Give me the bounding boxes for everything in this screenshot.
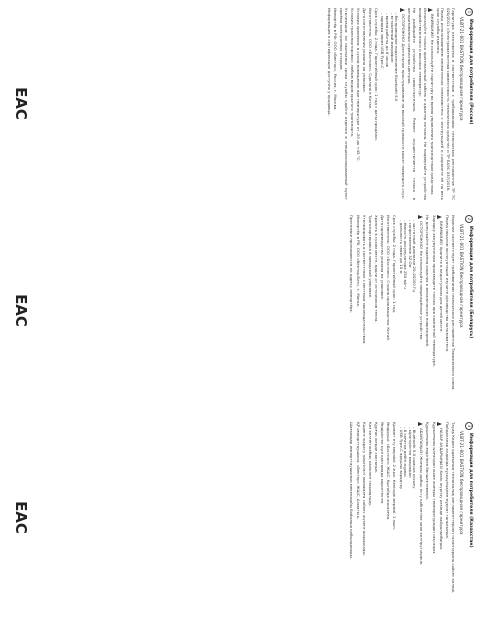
warning-text: ОСТОРОЖНО! Не используйте повреждённое устройство. — [419, 221, 425, 341]
column-title: Информация для потребителя (Казахстан) — [468, 433, 473, 548]
warning-text: НАЗАР АУДАРЫҢЫЗ! Көлік жүргізу кезінде пайдаланбаңыз. — [438, 428, 444, 551]
list-item: - встроенный микрофон — [389, 13, 395, 63]
column-header — [459, 422, 473, 612]
eac-mark: EAC — [12, 87, 30, 120]
warning-block — [437, 215, 443, 407]
model-line: VLBT-21-001 BASTION беспроводная гарнитура — [459, 224, 464, 328]
eac-mark: EAC — [12, 294, 30, 327]
list-item: - кіріктірілген микрофон — [407, 427, 413, 478]
column-header — [459, 215, 473, 405]
list-item: - зарядка через USB Type-C — [380, 13, 386, 69]
list-item: - дальность связи до 10 м — [398, 220, 404, 274]
warning-block — [428, 8, 434, 200]
info-paragraph: Өндірілген күні қаптамада көрсетілген. — [380, 422, 386, 505]
info-paragraph: Транспортировка в заводской упаковке. — [367, 215, 373, 299]
info-paragraph: ҚР импорттаушысы: «Вектор» ЖШС, Алматы қ. — [355, 422, 361, 520]
info-paragraph: Құрылғыны ылғалдан және жоғары температурадан сақтаңыз. — [431, 422, 437, 555]
warning-block — [418, 422, 424, 614]
section-number-badge: 3 — [465, 422, 473, 430]
warning-text: ВНИМАНИЕ! Храните в недоступном для детей месте. — [438, 221, 444, 333]
warning-block — [418, 215, 424, 407]
column-body — [347, 422, 455, 614]
info-paragraph: Изготовитель: ООО «Бастион». Страна производства: Китай. — [386, 215, 392, 342]
warning-block — [437, 422, 443, 614]
list-item: - ёмкость аккумулятора 250 мА·ч — [403, 220, 409, 289]
info-paragraph: Кәдеге жарату жергілікті заңнамаға сәйкес жүзеге асырылады. — [361, 422, 367, 556]
warning-text: ОСТОРОЖНО! Длительное прослушивание на высокой громкости может повредить слух. — [401, 14, 407, 199]
info-paragraph: Шағымдар импорттаушының мекенжайы бойынша қабылданады. — [349, 422, 355, 559]
info-paragraph: Дата изготовления указана на упаковке. — [362, 8, 367, 93]
info-paragraph: Утилизация: по окончании срока службы сдайте изделие в специализированный пункт приёма электронных отходов. — [339, 8, 349, 200]
info-column — [0, 0, 481, 207]
eac-mark: EAC — [12, 501, 30, 534]
column-body — [347, 215, 455, 407]
info-column — [0, 207, 481, 414]
warning-triangle-icon — [400, 8, 405, 12]
warning-text: АБАЙЛАҢЫЗ! Жоғары дыбыс есту қабілетіне зиян келтіруі мүмкін. — [419, 428, 425, 566]
info-paragraph: Хранить в сухом месте, вдали от источников тепла. — [374, 215, 380, 323]
list-item: - Bluetooth 5.0 сымсыз қосылу — [412, 427, 418, 489]
list-item: - частотный диапазон 20–20000 Гц — [412, 220, 418, 293]
info-paragraph: Құрылғыны өздігінен бөлшектемеңіз. — [425, 422, 431, 500]
feature-list — [398, 220, 416, 407]
warning-triangle-icon — [418, 215, 423, 219]
feature-list — [398, 427, 416, 614]
info-paragraph: Дата производства указана на упаковке. — [380, 215, 386, 301]
info-paragraph: Не допускайте падения изделия и механических повреждений. — [425, 215, 431, 348]
info-paragraph: Қызмет ету мерзімі: 2 жыл. Кепілдік мерзімі: 1 жыл. — [392, 422, 398, 530]
info-paragraph: Перед использованием внимательно ознакомьтесь с инструкцией и сохраните её на весь срок службы изделия. — [435, 8, 446, 200]
info-paragraph: Условия транспортировки: любым видом крытого транспорта. — [349, 8, 355, 138]
info-paragraph: Гарнитура изготовлена в соответствии с требованиями технических регламентов ТР ТС 020/2011 «Электромагнитная совместимость технических средств» и ТР ЕАЭС 037/2016. — [446, 8, 456, 200]
info-paragraph: Изготовитель: ООО «Бастион». Сделано в Китае. — [368, 8, 374, 110]
info-paragraph: Утилизировать в соответствии с местным законодательством. — [361, 215, 367, 345]
info-paragraph: Құрғақ жерде сақтаңыз. — [374, 422, 380, 473]
info-paragraph: Срок службы: 2 года. Гарантийный срок: 1 год с даты продажи. — [374, 8, 380, 141]
warning-triangle-icon — [437, 215, 442, 219]
column-body — [325, 8, 455, 200]
warning-block — [400, 8, 406, 200]
info-paragraph: Пайдаланар алдында нұсқаулықпен мұқият танысыңыз. — [444, 422, 450, 539]
info-paragraph: Не разбирайте устройство самостоятельно. Ремонт осуществляется только в авторизованных сервисных центрах. — [407, 8, 417, 200]
info-paragraph: Используйте только оригинальный кабель и адаптер питания. Не подвергайте устройство воздействию влаги и высоких температур. — [417, 8, 428, 200]
list-item: - 8 сағатқа дейін жұмыс — [403, 427, 409, 478]
info-paragraph: Өндіруші: «Бастион» ЖШС. Қытайда жасалған. — [386, 422, 392, 521]
info-paragraph: Кез келген жабық көлікпен тасымалдау. — [367, 422, 373, 507]
info-paragraph: Тауар Кеден одағының техникалық регламенттерінің талаптарына сәйкес келеді. — [451, 422, 456, 594]
info-paragraph: Претензии принимаются по адресу импортёра. — [349, 215, 355, 313]
info-paragraph: Импортёр в РФ: ООО «Вектор», Россия, г. Москва. — [332, 8, 338, 111]
feature-list — [380, 13, 398, 200]
model-line: VLBT-21-001 BASTION беспроводная гарнитура — [459, 17, 464, 121]
list-item: - беспроводное подключение Bluetooth 5.0 — [394, 13, 400, 102]
warning-triangle-icon — [428, 8, 433, 12]
column-title: Информация для потребителя (Беларусь) — [468, 226, 473, 339]
info-paragraph: Условия хранения: в сухом помещении при температуре от -20 до +45 °C. — [355, 8, 361, 162]
warning-triangle-icon — [437, 422, 442, 426]
info-paragraph: Срок службы: 2 года. Гарантийный срок: 1 год. — [392, 215, 398, 314]
info-paragraph: Перед началом эксплуатации изучите руководство пользователя. — [444, 215, 450, 353]
section-number-badge: 2 — [465, 215, 473, 223]
info-paragraph: Информация о сертификации доступна у продавца. — [326, 8, 332, 116]
section-number-badge: 1 — [465, 8, 473, 16]
list-item: - USB Type-C арқылы зарядтау — [398, 427, 404, 490]
column-header — [459, 8, 473, 198]
model-line: VLBT-21-001 BASTION беспроводная гарнитура — [459, 431, 464, 535]
list-item: - сопротивление 32 Ом — [407, 220, 413, 268]
warning-triangle-icon — [418, 422, 423, 426]
info-column — [0, 414, 481, 621]
info-paragraph: Импортёр в РБ: ООО «Вектор-Бел», г. Минск. — [355, 215, 361, 308]
warning-text: ВНИМАНИЕ! Не используйте гарнитуру во время управления транспортным средством. — [429, 14, 435, 196]
info-paragraph: Зарядку аккумулятора производите только при комнатной температуре. — [431, 215, 437, 368]
info-paragraph: Изделие соответствует требованиям технических регламентов Таможенного союза. — [451, 215, 456, 391]
column-title: Информация для потребителя (Россия) — [468, 19, 473, 125]
list-item: - время работы до 8 часов — [384, 13, 390, 68]
